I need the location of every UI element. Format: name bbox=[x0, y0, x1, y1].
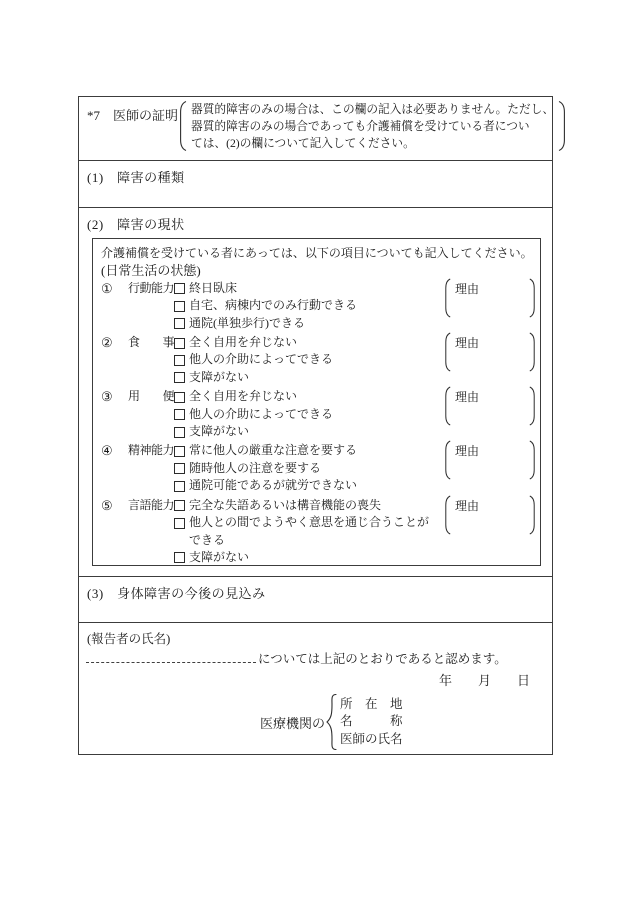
checkbox-option[interactable] bbox=[174, 388, 436, 405]
option-label: 完全な失語あるいは構音機能の喪失 bbox=[189, 497, 382, 512]
reason-bracket bbox=[444, 440, 536, 480]
checkbox-icon[interactable] bbox=[174, 338, 185, 349]
left-paren-icon bbox=[444, 386, 451, 426]
option-label: 支障がない bbox=[189, 424, 250, 439]
physician-certification-table bbox=[78, 96, 553, 755]
org-line-name: 名 称 bbox=[340, 714, 403, 729]
item-eating bbox=[101, 334, 532, 386]
right-paren-icon bbox=[529, 495, 536, 535]
checkbox-icon[interactable] bbox=[174, 500, 185, 511]
item-label: 行動能力 bbox=[128, 280, 175, 295]
reason-label: 理由 bbox=[455, 444, 480, 459]
row-physician-certification bbox=[79, 97, 555, 161]
item-options bbox=[174, 334, 436, 386]
right-paren-icon bbox=[529, 278, 536, 318]
prognosis-answer-area[interactable] bbox=[83, 599, 548, 619]
item-label: 言語能力 bbox=[128, 497, 175, 512]
option-label: 通院(単独歩行)できる bbox=[189, 315, 305, 330]
option-label: 他人の介助によってできる bbox=[189, 352, 334, 367]
note-line: ては、(2)の欄について記入してください。 bbox=[191, 137, 415, 151]
left-paren-icon bbox=[444, 278, 451, 318]
medical-institution-label: 医療機関の bbox=[260, 715, 326, 731]
reporter-name-label: (報告者の氏名) bbox=[87, 632, 171, 646]
option-label: 他人の介助によってできる bbox=[189, 406, 334, 421]
option-label: 終日臥床 bbox=[189, 280, 238, 295]
right-paren-icon bbox=[529, 440, 536, 480]
attest-line bbox=[86, 649, 507, 667]
org-line-doctor: 医師の氏名 bbox=[340, 731, 403, 746]
section3-title: (3) 身体障害の今後の見込み bbox=[87, 586, 266, 601]
checkbox-icon[interactable] bbox=[174, 355, 185, 366]
date-line: 年 月 日 bbox=[438, 673, 530, 688]
section1-title: (1) 障害の種類 bbox=[87, 170, 185, 185]
reason-label: 理由 bbox=[455, 281, 480, 296]
attest-text: については上記のとおりであると認めます。 bbox=[258, 652, 507, 666]
checkbox-icon[interactable] bbox=[174, 283, 185, 294]
checkbox-option[interactable] bbox=[174, 315, 436, 332]
item-label: 精神能力 bbox=[128, 443, 175, 458]
option-label: 全く自用を弁じない bbox=[189, 335, 298, 350]
item-number: ② bbox=[101, 335, 113, 351]
item-options bbox=[174, 388, 436, 440]
option-label: 他人との間でようやく意思を通じ合うことができる bbox=[189, 515, 430, 547]
item-options bbox=[174, 442, 436, 494]
left-paren-icon bbox=[444, 495, 451, 535]
checkbox-option[interactable] bbox=[174, 369, 436, 386]
option-label: 常に他人の厳重な注意を要する bbox=[189, 443, 358, 458]
checkbox-option[interactable] bbox=[174, 549, 436, 566]
reason-label: 理由 bbox=[455, 390, 480, 405]
checkbox-icon[interactable] bbox=[174, 446, 185, 457]
physician-cert-title: *7 医師の証明 bbox=[87, 108, 179, 123]
section2-title: (2) 障害の現状 bbox=[87, 217, 185, 232]
item-toilet bbox=[101, 388, 532, 440]
item-options bbox=[174, 497, 436, 567]
checkbox-icon[interactable] bbox=[174, 372, 185, 383]
checkbox-option[interactable] bbox=[174, 334, 436, 351]
reason-bracket bbox=[444, 386, 536, 426]
row-reporter bbox=[79, 623, 552, 754]
item-number: ⑤ bbox=[101, 497, 113, 513]
option-label: 随時他人の注意を要する bbox=[189, 460, 322, 475]
checkbox-icon[interactable] bbox=[174, 301, 185, 312]
option-label: 支障がない bbox=[189, 369, 250, 384]
reason-bracket bbox=[444, 495, 536, 535]
item-speech bbox=[101, 497, 532, 567]
right-paren-icon bbox=[558, 100, 567, 152]
right-paren-icon bbox=[529, 386, 536, 426]
checkbox-icon[interactable] bbox=[174, 481, 185, 492]
note-line: 器質的障害のみの場合は、この欄の記入は必要ありません。ただし、 bbox=[191, 103, 555, 116]
left-paren-icon bbox=[178, 100, 187, 152]
row-disability-status bbox=[79, 208, 552, 577]
left-paren-icon bbox=[444, 332, 451, 372]
item-label: 用 便 bbox=[128, 389, 175, 404]
checkbox-icon[interactable] bbox=[174, 392, 185, 403]
checkbox-icon[interactable] bbox=[174, 318, 185, 329]
option-label: 自宅、病棟内でのみ行動できる bbox=[189, 298, 358, 313]
checkbox-option[interactable] bbox=[174, 406, 436, 423]
checkbox-icon[interactable] bbox=[174, 427, 185, 438]
checkbox-icon[interactable] bbox=[174, 463, 185, 474]
checkbox-option[interactable] bbox=[174, 297, 436, 314]
checkbox-option[interactable] bbox=[174, 514, 436, 549]
reporter-name-blank[interactable] bbox=[86, 649, 256, 663]
checkbox-option[interactable] bbox=[174, 477, 436, 494]
item-mobility bbox=[101, 280, 532, 332]
checkbox-option[interactable] bbox=[174, 280, 436, 297]
option-label: 通院可能であるが就労できない bbox=[189, 478, 358, 493]
checkbox-option[interactable] bbox=[174, 351, 436, 368]
item-mental bbox=[101, 442, 532, 494]
checkbox-icon[interactable] bbox=[174, 409, 185, 420]
option-label: 全く自用を弁じない bbox=[189, 389, 298, 404]
care-compensation-box bbox=[92, 238, 541, 566]
option-label: 支障がない bbox=[189, 549, 250, 564]
item-number: ① bbox=[101, 280, 113, 296]
physician-note bbox=[178, 100, 567, 153]
org-line-address: 所 在 地 bbox=[340, 696, 403, 711]
reason-bracket bbox=[444, 278, 536, 318]
item-number: ④ bbox=[101, 443, 113, 459]
medical-institution-block bbox=[260, 693, 403, 751]
item-number: ③ bbox=[101, 389, 113, 405]
medical-institution-lines bbox=[340, 696, 403, 749]
checkbox-icon[interactable] bbox=[174, 552, 185, 563]
daily-life-subtitle: (日常生活の状態) bbox=[101, 263, 201, 279]
left-brace-icon bbox=[325, 693, 337, 751]
disability-type-answer-area[interactable] bbox=[83, 183, 548, 204]
checkbox-option[interactable] bbox=[174, 423, 436, 440]
right-paren-icon bbox=[529, 332, 536, 372]
reason-label: 理由 bbox=[455, 336, 480, 351]
physician-note-lines bbox=[187, 100, 558, 153]
row-prognosis bbox=[79, 577, 552, 623]
reason-label: 理由 bbox=[455, 498, 480, 513]
reason-bracket bbox=[444, 332, 536, 372]
checkbox-icon[interactable] bbox=[174, 518, 185, 529]
care-note: 介護補償を受けている者にあっては、以下の項目についても記入してください。 bbox=[101, 246, 533, 260]
checkbox-option[interactable] bbox=[174, 497, 436, 514]
checkbox-option[interactable] bbox=[174, 442, 436, 459]
item-options bbox=[174, 280, 436, 332]
left-paren-icon bbox=[444, 440, 451, 480]
row-disability-type bbox=[79, 161, 552, 208]
note-line: 器質的障害のみの場合であっても介護補償を受けている者につい bbox=[191, 120, 530, 134]
item-label: 食 事 bbox=[128, 335, 175, 350]
checkbox-option[interactable] bbox=[174, 460, 436, 477]
